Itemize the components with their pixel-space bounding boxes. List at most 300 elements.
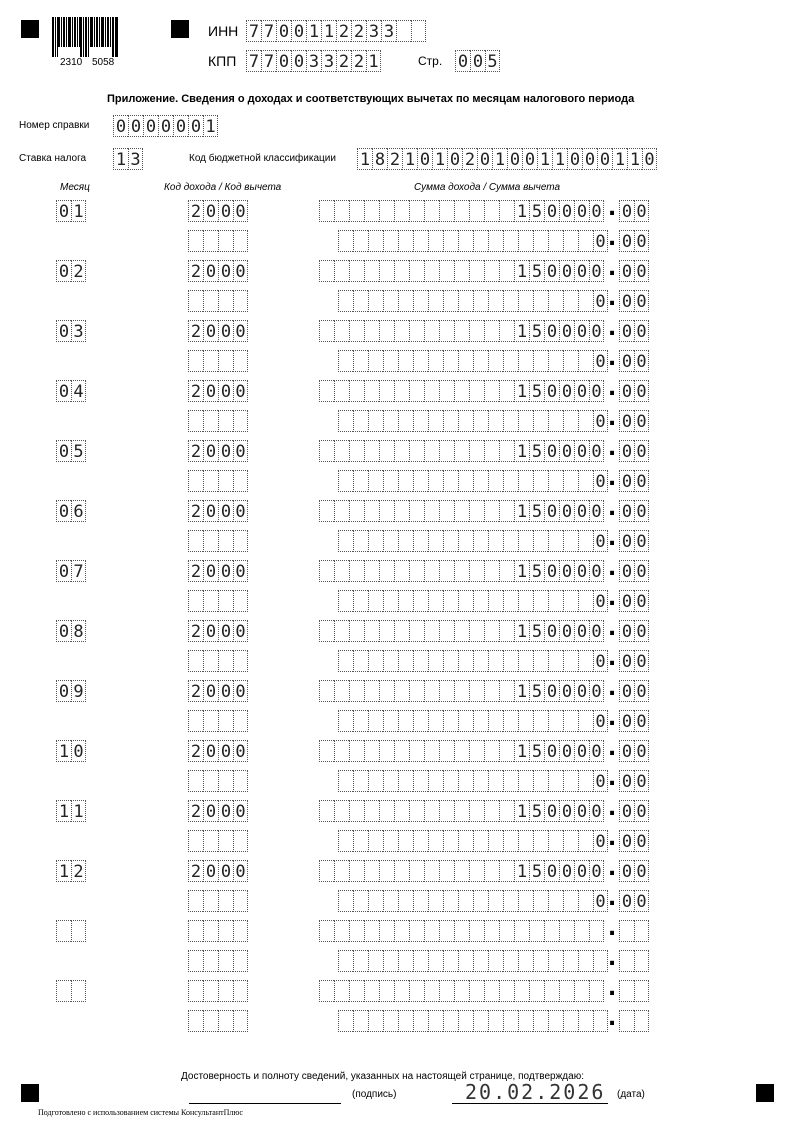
input-cell[interactable]: 0: [589, 500, 604, 522]
input-cell[interactable]: [533, 950, 548, 972]
input-cell[interactable]: 0: [56, 680, 71, 702]
input-cell[interactable]: [518, 830, 533, 852]
input-cell[interactable]: [203, 1010, 218, 1032]
input-cell[interactable]: [578, 410, 593, 432]
input-cell[interactable]: [353, 350, 368, 372]
deduction-amount-field[interactable]: [338, 350, 608, 372]
input-cell[interactable]: 1: [514, 740, 529, 762]
input-cell[interactable]: [319, 920, 334, 942]
input-cell[interactable]: [443, 590, 458, 612]
deduction-code-field[interactable]: [188, 290, 248, 312]
input-cell[interactable]: 2: [351, 50, 366, 72]
input-cell[interactable]: 1: [357, 148, 372, 170]
month-field[interactable]: [56, 260, 86, 282]
input-cell[interactable]: [454, 380, 469, 402]
date-value[interactable]: 20.02.2026: [465, 1080, 606, 1104]
input-cell[interactable]: 0: [582, 148, 597, 170]
input-cell[interactable]: [319, 860, 334, 882]
income-code-field[interactable]: [188, 680, 248, 702]
deduction-kopecks-field[interactable]: [619, 710, 649, 732]
input-cell[interactable]: [379, 500, 394, 522]
input-cell[interactable]: [349, 380, 364, 402]
input-cell[interactable]: [349, 740, 364, 762]
input-cell[interactable]: [484, 740, 499, 762]
input-cell[interactable]: [484, 980, 499, 1002]
input-cell[interactable]: [398, 770, 413, 792]
input-cell[interactable]: 0: [507, 148, 522, 170]
input-cell[interactable]: [413, 710, 428, 732]
input-cell[interactable]: [548, 770, 563, 792]
input-cell[interactable]: [413, 1010, 428, 1032]
input-cell[interactable]: [368, 830, 383, 852]
input-cell[interactable]: [334, 620, 349, 642]
input-cell[interactable]: [218, 920, 233, 942]
input-cell[interactable]: [454, 560, 469, 582]
input-cell[interactable]: 0: [559, 680, 574, 702]
input-cell[interactable]: [503, 590, 518, 612]
month-field[interactable]: [56, 920, 86, 942]
income-kopecks-field[interactable]: [619, 260, 649, 282]
input-cell[interactable]: [443, 530, 458, 552]
input-cell[interactable]: [484, 200, 499, 222]
input-cell[interactable]: [413, 530, 428, 552]
input-cell[interactable]: [413, 950, 428, 972]
input-cell[interactable]: [218, 710, 233, 732]
input-cell[interactable]: 0: [619, 290, 634, 312]
input-cell[interactable]: 5: [529, 620, 544, 642]
input-cell[interactable]: 0: [619, 410, 634, 432]
input-cell[interactable]: 2: [188, 320, 203, 342]
input-cell[interactable]: [233, 980, 248, 1002]
input-cell[interactable]: [319, 260, 334, 282]
input-cell[interactable]: [203, 290, 218, 312]
input-cell[interactable]: 0: [593, 650, 608, 672]
input-cell[interactable]: 5: [529, 440, 544, 462]
input-cell[interactable]: [458, 1010, 473, 1032]
input-cell[interactable]: [379, 620, 394, 642]
input-cell[interactable]: [458, 350, 473, 372]
income-amount-field[interactable]: [319, 380, 604, 402]
input-cell[interactable]: [488, 1010, 503, 1032]
input-cell[interactable]: [338, 230, 353, 252]
input-cell[interactable]: [518, 770, 533, 792]
input-cell[interactable]: 1: [537, 148, 552, 170]
input-cell[interactable]: [473, 770, 488, 792]
input-cell[interactable]: 0: [589, 620, 604, 642]
input-cell[interactable]: 0: [291, 50, 306, 72]
input-cell[interactable]: [379, 980, 394, 1002]
income-amount-field[interactable]: [319, 440, 604, 462]
input-cell[interactable]: [398, 470, 413, 492]
input-cell[interactable]: [233, 410, 248, 432]
input-cell[interactable]: [379, 740, 394, 762]
input-cell[interactable]: [563, 350, 578, 372]
input-cell[interactable]: [443, 830, 458, 852]
input-cell[interactable]: [473, 290, 488, 312]
inn-field[interactable]: [246, 20, 426, 42]
deduction-code-field[interactable]: [188, 650, 248, 672]
income-amount-field[interactable]: [319, 920, 604, 942]
input-cell[interactable]: 0: [589, 320, 604, 342]
input-cell[interactable]: [334, 380, 349, 402]
input-cell[interactable]: [428, 830, 443, 852]
input-cell[interactable]: [353, 230, 368, 252]
input-cell[interactable]: [233, 290, 248, 312]
input-cell[interactable]: [56, 980, 71, 1002]
input-cell[interactable]: [473, 890, 488, 912]
input-cell[interactable]: [334, 860, 349, 882]
input-cell[interactable]: [428, 1010, 443, 1032]
input-cell[interactable]: 7: [261, 20, 276, 42]
input-cell[interactable]: 0: [559, 380, 574, 402]
input-cell[interactable]: [203, 230, 218, 252]
input-cell[interactable]: [319, 560, 334, 582]
deduction-amount-field[interactable]: [338, 1010, 608, 1032]
input-cell[interactable]: 5: [529, 200, 544, 222]
input-cell[interactable]: [533, 470, 548, 492]
input-cell[interactable]: 2: [336, 50, 351, 72]
input-cell[interactable]: 0: [470, 50, 485, 72]
input-cell[interactable]: [503, 410, 518, 432]
input-cell[interactable]: [424, 860, 439, 882]
input-cell[interactable]: 4: [71, 380, 86, 402]
input-cell[interactable]: 0: [233, 740, 248, 762]
deduction-amount-field[interactable]: [338, 290, 608, 312]
input-cell[interactable]: [488, 230, 503, 252]
input-cell[interactable]: 0: [619, 860, 634, 882]
input-cell[interactable]: 0: [477, 148, 492, 170]
input-cell[interactable]: 0: [218, 200, 233, 222]
input-cell[interactable]: [338, 590, 353, 612]
input-cell[interactable]: [454, 260, 469, 282]
income-code-field[interactable]: [188, 860, 248, 882]
input-cell[interactable]: 0: [203, 740, 218, 762]
input-cell[interactable]: [188, 950, 203, 972]
input-cell[interactable]: 1: [56, 800, 71, 822]
input-cell[interactable]: [533, 650, 548, 672]
input-cell[interactable]: [518, 530, 533, 552]
input-cell[interactable]: 0: [559, 860, 574, 882]
income-kopecks-field[interactable]: [619, 380, 649, 402]
input-cell[interactable]: 0: [593, 290, 608, 312]
input-cell[interactable]: [413, 230, 428, 252]
input-cell[interactable]: 0: [56, 380, 71, 402]
input-cell[interactable]: [533, 230, 548, 252]
input-cell[interactable]: [578, 1010, 593, 1032]
input-cell[interactable]: 2: [387, 148, 402, 170]
input-cell[interactable]: 0: [619, 380, 634, 402]
income-code-field[interactable]: [188, 320, 248, 342]
input-cell[interactable]: [364, 860, 379, 882]
input-cell[interactable]: [188, 470, 203, 492]
kbk-field[interactable]: [357, 148, 657, 170]
input-cell[interactable]: [514, 920, 529, 942]
input-cell[interactable]: 0: [634, 740, 649, 762]
income-amount-field[interactable]: [319, 860, 604, 882]
input-cell[interactable]: [349, 620, 364, 642]
input-cell[interactable]: [619, 950, 634, 972]
input-cell[interactable]: 0: [233, 680, 248, 702]
input-cell[interactable]: [439, 680, 454, 702]
input-cell[interactable]: [469, 500, 484, 522]
input-cell[interactable]: 2: [188, 800, 203, 822]
input-cell[interactable]: [233, 230, 248, 252]
input-cell[interactable]: [218, 770, 233, 792]
input-cell[interactable]: [394, 740, 409, 762]
input-cell[interactable]: 0: [593, 710, 608, 732]
input-cell[interactable]: 0: [559, 500, 574, 522]
input-cell[interactable]: [544, 980, 559, 1002]
input-cell[interactable]: [443, 470, 458, 492]
input-cell[interactable]: [379, 800, 394, 822]
input-cell[interactable]: [458, 290, 473, 312]
input-cell[interactable]: 2: [462, 148, 477, 170]
input-cell[interactable]: [349, 440, 364, 462]
input-cell[interactable]: [394, 680, 409, 702]
input-cell[interactable]: [424, 560, 439, 582]
input-cell[interactable]: [398, 650, 413, 672]
input-cell[interactable]: [413, 470, 428, 492]
input-cell[interactable]: [484, 500, 499, 522]
input-cell[interactable]: [424, 260, 439, 282]
input-cell[interactable]: 2: [188, 500, 203, 522]
input-cell[interactable]: [503, 290, 518, 312]
input-cell[interactable]: 2: [188, 440, 203, 462]
input-cell[interactable]: 0: [634, 230, 649, 252]
input-cell[interactable]: [396, 20, 411, 42]
input-cell[interactable]: [503, 710, 518, 732]
input-cell[interactable]: [443, 950, 458, 972]
input-cell[interactable]: 0: [634, 410, 649, 432]
input-cell[interactable]: [428, 350, 443, 372]
input-cell[interactable]: 1: [432, 148, 447, 170]
input-cell[interactable]: [499, 860, 514, 882]
input-cell[interactable]: [458, 830, 473, 852]
input-cell[interactable]: [518, 650, 533, 672]
input-cell[interactable]: [353, 830, 368, 852]
input-cell[interactable]: [233, 470, 248, 492]
input-cell[interactable]: [443, 1010, 458, 1032]
input-cell[interactable]: [424, 320, 439, 342]
input-cell[interactable]: [488, 410, 503, 432]
input-cell[interactable]: 0: [203, 380, 218, 402]
income-code-field[interactable]: [188, 200, 248, 222]
cert-number-field[interactable]: [113, 115, 218, 137]
input-cell[interactable]: [334, 740, 349, 762]
input-cell[interactable]: [379, 560, 394, 582]
input-cell[interactable]: [484, 800, 499, 822]
input-cell[interactable]: [383, 230, 398, 252]
input-cell[interactable]: [188, 710, 203, 732]
deduction-code-field[interactable]: [188, 890, 248, 912]
input-cell[interactable]: [454, 800, 469, 822]
input-cell[interactable]: [368, 350, 383, 372]
input-cell[interactable]: 1: [514, 680, 529, 702]
input-cell[interactable]: 1: [514, 260, 529, 282]
input-cell[interactable]: 1: [56, 860, 71, 882]
input-cell[interactable]: [383, 650, 398, 672]
input-cell[interactable]: 0: [203, 560, 218, 582]
input-cell[interactable]: [529, 920, 544, 942]
deduction-code-field[interactable]: [188, 590, 248, 612]
input-cell[interactable]: 0: [218, 380, 233, 402]
input-cell[interactable]: [353, 410, 368, 432]
input-cell[interactable]: [443, 770, 458, 792]
input-cell[interactable]: [364, 560, 379, 582]
input-cell[interactable]: [578, 350, 593, 372]
input-cell[interactable]: [499, 500, 514, 522]
deduction-kopecks-field[interactable]: [619, 230, 649, 252]
input-cell[interactable]: 0: [634, 680, 649, 702]
input-cell[interactable]: [413, 770, 428, 792]
input-cell[interactable]: 0: [593, 890, 608, 912]
input-cell[interactable]: [518, 1010, 533, 1032]
input-cell[interactable]: 0: [233, 860, 248, 882]
income-amount-field[interactable]: [319, 680, 604, 702]
input-cell[interactable]: [469, 200, 484, 222]
input-cell[interactable]: [413, 650, 428, 672]
input-cell[interactable]: [203, 770, 218, 792]
deduction-kopecks-field[interactable]: [619, 590, 649, 612]
input-cell[interactable]: [218, 980, 233, 1002]
input-cell[interactable]: 0: [593, 770, 608, 792]
input-cell[interactable]: 0: [574, 860, 589, 882]
input-cell[interactable]: 1: [514, 860, 529, 882]
input-cell[interactable]: [634, 950, 649, 972]
input-cell[interactable]: 0: [188, 115, 203, 137]
input-cell[interactable]: [469, 440, 484, 462]
income-code-field[interactable]: [188, 980, 248, 1002]
input-cell[interactable]: [368, 650, 383, 672]
input-cell[interactable]: [533, 290, 548, 312]
deduction-amount-field[interactable]: [338, 830, 608, 852]
input-cell[interactable]: [439, 860, 454, 882]
input-cell[interactable]: 1: [627, 148, 642, 170]
input-cell[interactable]: [394, 260, 409, 282]
input-cell[interactable]: 0: [634, 260, 649, 282]
input-cell[interactable]: 0: [589, 740, 604, 762]
input-cell[interactable]: 0: [634, 500, 649, 522]
input-cell[interactable]: [458, 770, 473, 792]
deduction-kopecks-field[interactable]: [619, 470, 649, 492]
input-cell[interactable]: [218, 830, 233, 852]
deduction-amount-field[interactable]: [338, 950, 608, 972]
input-cell[interactable]: [319, 620, 334, 642]
input-cell[interactable]: [439, 740, 454, 762]
input-cell[interactable]: 0: [56, 200, 71, 222]
input-cell[interactable]: 0: [634, 770, 649, 792]
input-cell[interactable]: 0: [276, 20, 291, 42]
input-cell[interactable]: [218, 950, 233, 972]
input-cell[interactable]: 0: [574, 800, 589, 822]
input-cell[interactable]: [334, 800, 349, 822]
deduction-kopecks-field[interactable]: [619, 890, 649, 912]
input-cell[interactable]: [578, 650, 593, 672]
deduction-kopecks-field[interactable]: [619, 770, 649, 792]
input-cell[interactable]: 0: [544, 560, 559, 582]
input-cell[interactable]: 0: [589, 440, 604, 462]
input-cell[interactable]: 0: [634, 530, 649, 552]
input-cell[interactable]: [443, 290, 458, 312]
input-cell[interactable]: 0: [203, 320, 218, 342]
input-cell[interactable]: [383, 770, 398, 792]
income-amount-field[interactable]: [319, 320, 604, 342]
input-cell[interactable]: 1: [514, 320, 529, 342]
input-cell[interactable]: 1: [514, 500, 529, 522]
input-cell[interactable]: [589, 920, 604, 942]
input-cell[interactable]: [503, 230, 518, 252]
input-cell[interactable]: [383, 1010, 398, 1032]
input-cell[interactable]: 0: [593, 530, 608, 552]
input-cell[interactable]: [428, 650, 443, 672]
input-cell[interactable]: [203, 470, 218, 492]
input-cell[interactable]: 7: [246, 20, 261, 42]
input-cell[interactable]: 1: [56, 740, 71, 762]
input-cell[interactable]: [233, 830, 248, 852]
input-cell[interactable]: [379, 380, 394, 402]
income-kopecks-field[interactable]: [619, 620, 649, 642]
income-amount-field[interactable]: [319, 260, 604, 282]
input-cell[interactable]: 5: [529, 560, 544, 582]
input-cell[interactable]: [548, 230, 563, 252]
month-field[interactable]: [56, 800, 86, 822]
income-kopecks-field[interactable]: [619, 860, 649, 882]
input-cell[interactable]: [319, 320, 334, 342]
input-cell[interactable]: 0: [559, 260, 574, 282]
input-cell[interactable]: 1: [514, 560, 529, 582]
input-cell[interactable]: 0: [634, 860, 649, 882]
input-cell[interactable]: [394, 500, 409, 522]
input-cell[interactable]: 1: [113, 148, 128, 170]
input-cell[interactable]: [484, 260, 499, 282]
deduction-kopecks-field[interactable]: [619, 410, 649, 432]
input-cell[interactable]: [203, 410, 218, 432]
deduction-code-field[interactable]: [188, 710, 248, 732]
input-cell[interactable]: [409, 380, 424, 402]
input-cell[interactable]: 2: [71, 860, 86, 882]
input-cell[interactable]: [338, 710, 353, 732]
input-cell[interactable]: [439, 560, 454, 582]
input-cell[interactable]: 0: [544, 200, 559, 222]
input-cell[interactable]: [469, 980, 484, 1002]
input-cell[interactable]: [368, 710, 383, 732]
input-cell[interactable]: [349, 980, 364, 1002]
input-cell[interactable]: [353, 1010, 368, 1032]
input-cell[interactable]: [364, 320, 379, 342]
input-cell[interactable]: [578, 770, 593, 792]
month-field[interactable]: [56, 200, 86, 222]
input-cell[interactable]: [409, 500, 424, 522]
input-cell[interactable]: 8: [372, 148, 387, 170]
input-cell[interactable]: [499, 200, 514, 222]
input-cell[interactable]: [218, 230, 233, 252]
input-cell[interactable]: 0: [619, 620, 634, 642]
input-cell[interactable]: [203, 710, 218, 732]
input-cell[interactable]: [458, 410, 473, 432]
input-cell[interactable]: [518, 350, 533, 372]
input-cell[interactable]: 0: [574, 260, 589, 282]
input-cell[interactable]: [319, 500, 334, 522]
input-cell[interactable]: [398, 410, 413, 432]
input-cell[interactable]: 7: [261, 50, 276, 72]
input-cell[interactable]: 0: [71, 740, 86, 762]
input-cell[interactable]: [619, 1010, 634, 1032]
input-cell[interactable]: [379, 320, 394, 342]
input-cell[interactable]: 0: [544, 800, 559, 822]
input-cell[interactable]: [398, 230, 413, 252]
input-cell[interactable]: 0: [203, 860, 218, 882]
input-cell[interactable]: 2: [336, 20, 351, 42]
